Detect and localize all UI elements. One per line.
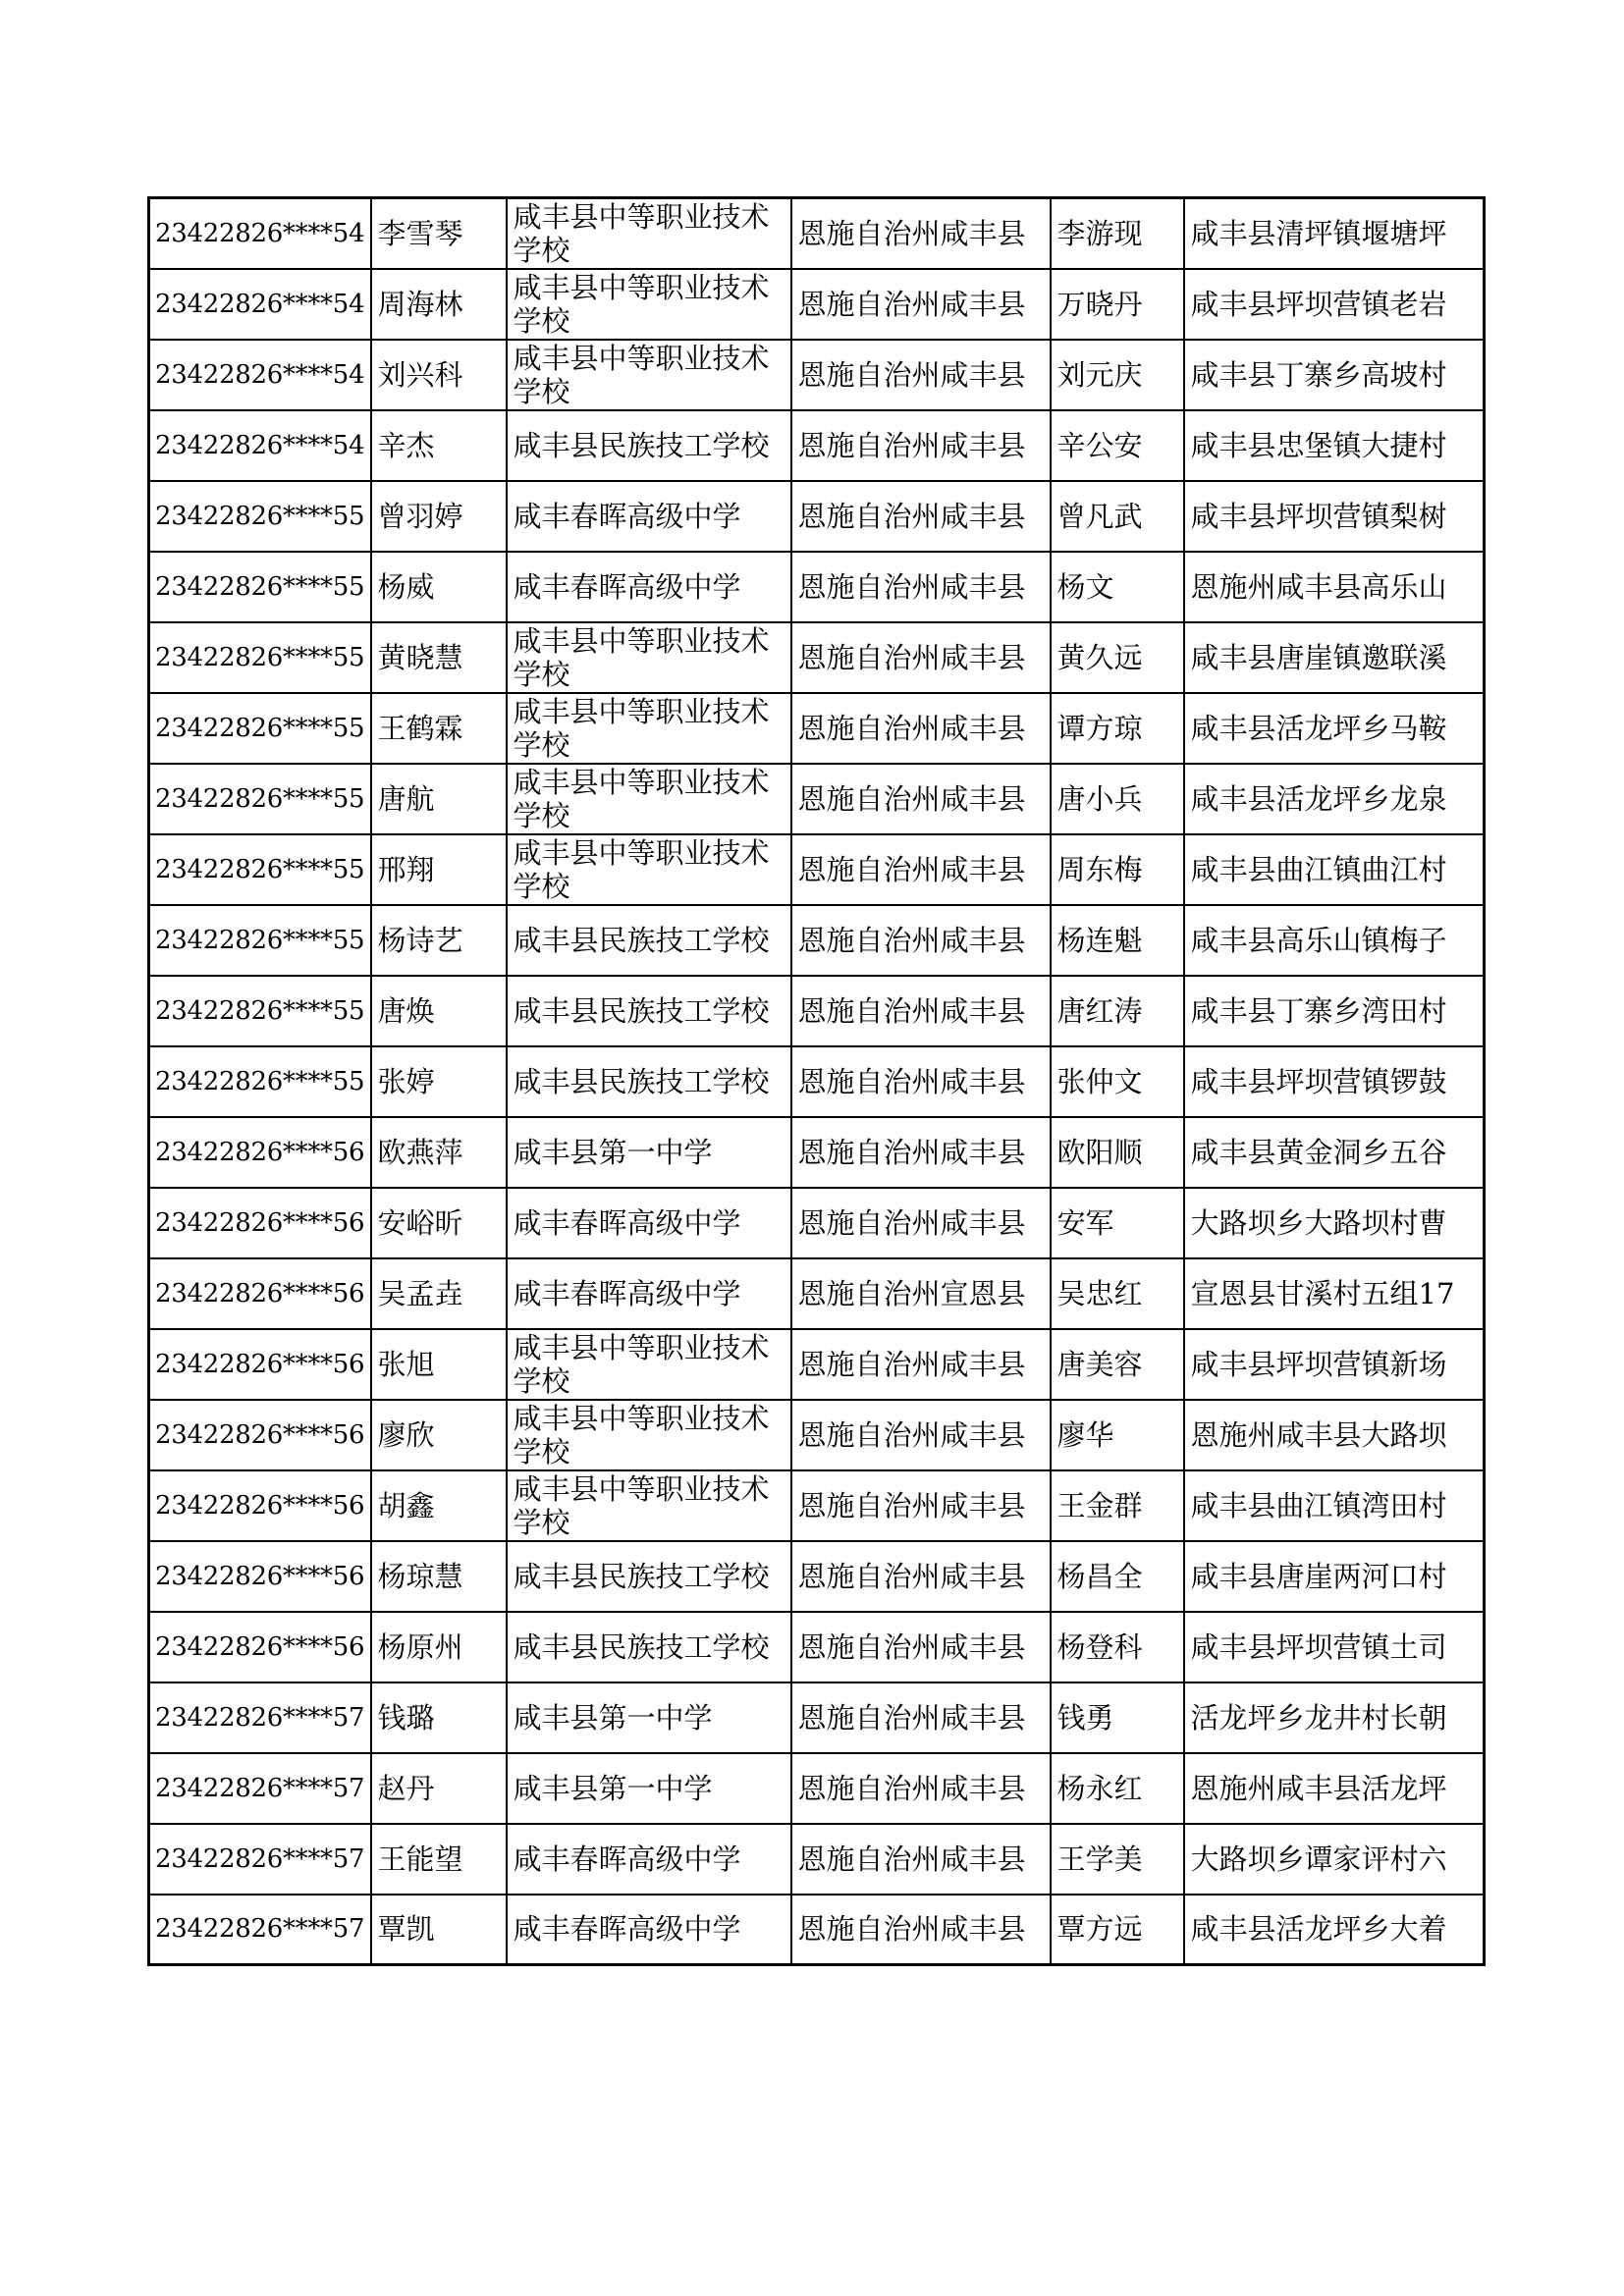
id-cell: 23422826****54 bbox=[149, 269, 371, 340]
id-cell: 23422826****55 bbox=[149, 481, 371, 552]
region-cell: 恩施自治州咸丰县 bbox=[791, 481, 1051, 552]
table-row bbox=[149, 198, 1485, 269]
student-name-cell: 廖欣 bbox=[371, 1400, 507, 1470]
school-cell: 咸丰县民族技工学校 bbox=[507, 976, 791, 1046]
id-cell: 23422826****56 bbox=[149, 1188, 371, 1258]
id-cell: 23422826****55 bbox=[149, 1046, 371, 1117]
id-cell: 23422826****55 bbox=[149, 764, 371, 834]
id-cell: 23422826****56 bbox=[149, 1612, 371, 1682]
table-row bbox=[149, 622, 1485, 693]
school-cell: 咸丰县中等职业技术学校 bbox=[507, 1400, 791, 1470]
school-cell: 咸丰春晖高级中学 bbox=[507, 1895, 791, 1965]
student-name-cell: 张旭 bbox=[371, 1329, 507, 1400]
region-cell: 恩施自治州咸丰县 bbox=[791, 1612, 1051, 1682]
guardian-name-cell: 廖华 bbox=[1051, 1400, 1184, 1470]
guardian-name-cell: 刘元庆 bbox=[1051, 340, 1184, 410]
address-cell: 活龙坪乡龙井村长朝 bbox=[1184, 1682, 1485, 1753]
region-cell: 恩施自治州宣恩县 bbox=[791, 1258, 1051, 1329]
guardian-name-cell: 安军 bbox=[1051, 1188, 1184, 1258]
table-row bbox=[149, 1400, 1485, 1470]
address-cell: 咸丰县坪坝营镇土司 bbox=[1184, 1612, 1485, 1682]
student-name-cell: 辛杰 bbox=[371, 410, 507, 481]
school-cell: 咸丰县中等职业技术学校 bbox=[507, 198, 791, 269]
region-cell: 恩施自治州咸丰县 bbox=[791, 198, 1051, 269]
student-name-cell: 杨原州 bbox=[371, 1612, 507, 1682]
student-name-cell: 杨威 bbox=[371, 552, 507, 622]
table-row bbox=[149, 1753, 1485, 1824]
table-row bbox=[149, 764, 1485, 834]
id-cell: 23422826****57 bbox=[149, 1682, 371, 1753]
school-cell: 咸丰县中等职业技术学校 bbox=[507, 340, 791, 410]
id-cell: 23422826****55 bbox=[149, 834, 371, 905]
region-cell: 恩施自治州咸丰县 bbox=[791, 1117, 1051, 1188]
student-name-cell: 赵丹 bbox=[371, 1753, 507, 1824]
guardian-name-cell: 钱勇 bbox=[1051, 1682, 1184, 1753]
guardian-name-cell: 谭方琼 bbox=[1051, 693, 1184, 764]
address-cell: 咸丰县丁寨乡湾田村 bbox=[1184, 976, 1485, 1046]
table-row bbox=[149, 1258, 1485, 1329]
address-cell: 咸丰县坪坝营镇老岩 bbox=[1184, 269, 1485, 340]
address-cell: 咸丰县坪坝营镇新场 bbox=[1184, 1329, 1485, 1400]
region-cell: 恩施自治州咸丰县 bbox=[791, 622, 1051, 693]
region-cell: 恩施自治州咸丰县 bbox=[791, 410, 1051, 481]
school-cell: 咸丰县中等职业技术学校 bbox=[507, 622, 791, 693]
id-cell: 23422826****56 bbox=[149, 1117, 371, 1188]
address-cell: 宣恩县甘溪村五组17 bbox=[1184, 1258, 1485, 1329]
table-row bbox=[149, 1682, 1485, 1753]
school-cell: 咸丰县中等职业技术学校 bbox=[507, 1329, 791, 1400]
address-cell: 咸丰县清坪镇堰塘坪 bbox=[1184, 198, 1485, 269]
table-row bbox=[149, 1329, 1485, 1400]
school-cell: 咸丰县民族技工学校 bbox=[507, 905, 791, 976]
id-cell: 23422826****56 bbox=[149, 1470, 371, 1541]
address-cell: 咸丰县曲江镇湾田村 bbox=[1184, 1470, 1485, 1541]
address-cell: 咸丰县曲江镇曲江村 bbox=[1184, 834, 1485, 905]
school-cell: 咸丰春晖高级中学 bbox=[507, 1188, 791, 1258]
guardian-name-cell: 张仲文 bbox=[1051, 1046, 1184, 1117]
region-cell: 恩施自治州咸丰县 bbox=[791, 1895, 1051, 1965]
school-cell: 咸丰县中等职业技术学校 bbox=[507, 269, 791, 340]
student-name-cell: 安峪昕 bbox=[371, 1188, 507, 1258]
guardian-name-cell: 杨登科 bbox=[1051, 1612, 1184, 1682]
id-cell: 23422826****57 bbox=[149, 1824, 371, 1895]
school-cell: 咸丰县第一中学 bbox=[507, 1753, 791, 1824]
school-cell: 咸丰春晖高级中学 bbox=[507, 1824, 791, 1895]
student-name-cell: 唐航 bbox=[371, 764, 507, 834]
school-cell: 咸丰县民族技工学校 bbox=[507, 1612, 791, 1682]
guardian-name-cell: 杨连魁 bbox=[1051, 905, 1184, 976]
table-row bbox=[149, 1895, 1485, 1965]
id-cell: 23422826****55 bbox=[149, 552, 371, 622]
guardian-name-cell: 杨昌全 bbox=[1051, 1541, 1184, 1612]
student-name-cell: 王能望 bbox=[371, 1824, 507, 1895]
student-name-cell: 王鹤霖 bbox=[371, 693, 507, 764]
address-cell: 大路坝乡大路坝村曹 bbox=[1184, 1188, 1485, 1258]
region-cell: 恩施自治州咸丰县 bbox=[791, 1753, 1051, 1824]
address-cell: 咸丰县唐崖镇邀联溪 bbox=[1184, 622, 1485, 693]
region-cell: 恩施自治州咸丰县 bbox=[791, 1329, 1051, 1400]
student-name-cell: 杨诗艺 bbox=[371, 905, 507, 976]
region-cell: 恩施自治州咸丰县 bbox=[791, 340, 1051, 410]
table-row bbox=[149, 1470, 1485, 1541]
guardian-name-cell: 王金群 bbox=[1051, 1470, 1184, 1541]
table-row bbox=[149, 552, 1485, 622]
id-cell: 23422826****54 bbox=[149, 198, 371, 269]
guardian-name-cell: 欧阳顺 bbox=[1051, 1117, 1184, 1188]
student-name-cell: 张婷 bbox=[371, 1046, 507, 1117]
region-cell: 恩施自治州咸丰县 bbox=[791, 1188, 1051, 1258]
guardian-name-cell: 唐红涛 bbox=[1051, 976, 1184, 1046]
id-cell: 23422826****54 bbox=[149, 340, 371, 410]
school-cell: 咸丰县民族技工学校 bbox=[507, 1541, 791, 1612]
id-cell: 23422826****57 bbox=[149, 1895, 371, 1965]
guardian-name-cell: 李游现 bbox=[1051, 198, 1184, 269]
id-cell: 23422826****55 bbox=[149, 905, 371, 976]
school-cell: 咸丰县中等职业技术学校 bbox=[507, 1470, 791, 1541]
guardian-name-cell: 黄久远 bbox=[1051, 622, 1184, 693]
school-cell: 咸丰春晖高级中学 bbox=[507, 481, 791, 552]
id-cell: 23422826****54 bbox=[149, 410, 371, 481]
address-cell: 咸丰县高乐山镇梅子 bbox=[1184, 905, 1485, 976]
guardian-name-cell: 杨文 bbox=[1051, 552, 1184, 622]
region-cell: 恩施自治州咸丰县 bbox=[791, 764, 1051, 834]
school-cell: 咸丰县中等职业技术学校 bbox=[507, 764, 791, 834]
guardian-name-cell: 唐美容 bbox=[1051, 1329, 1184, 1400]
student-name-cell: 周海林 bbox=[371, 269, 507, 340]
region-cell: 恩施自治州咸丰县 bbox=[791, 1046, 1051, 1117]
address-cell: 咸丰县坪坝营镇梨树 bbox=[1184, 481, 1485, 552]
school-cell: 咸丰县民族技工学校 bbox=[507, 1046, 791, 1117]
student-name-cell: 黄晓慧 bbox=[371, 622, 507, 693]
table-row bbox=[149, 1824, 1485, 1895]
school-cell: 咸丰县民族技工学校 bbox=[507, 410, 791, 481]
student-name-cell: 钱璐 bbox=[371, 1682, 507, 1753]
id-cell: 23422826****55 bbox=[149, 622, 371, 693]
school-cell: 咸丰县第一中学 bbox=[507, 1117, 791, 1188]
student-name-cell: 吴孟垚 bbox=[371, 1258, 507, 1329]
address-cell: 恩施州咸丰县活龙坪 bbox=[1184, 1753, 1485, 1824]
address-cell: 咸丰县活龙坪乡龙泉 bbox=[1184, 764, 1485, 834]
student-name-cell: 邢翔 bbox=[371, 834, 507, 905]
region-cell: 恩施自治州咸丰县 bbox=[791, 976, 1051, 1046]
school-cell: 咸丰县第一中学 bbox=[507, 1682, 791, 1753]
id-cell: 23422826****56 bbox=[149, 1329, 371, 1400]
region-cell: 恩施自治州咸丰县 bbox=[791, 905, 1051, 976]
student-name-cell: 刘兴科 bbox=[371, 340, 507, 410]
region-cell: 恩施自治州咸丰县 bbox=[791, 1541, 1051, 1612]
table-row bbox=[149, 1541, 1485, 1612]
guardian-name-cell: 万晓丹 bbox=[1051, 269, 1184, 340]
id-cell: 23422826****56 bbox=[149, 1258, 371, 1329]
student-name-cell: 欧燕萍 bbox=[371, 1117, 507, 1188]
region-cell: 恩施自治州咸丰县 bbox=[791, 834, 1051, 905]
region-cell: 恩施自治州咸丰县 bbox=[791, 1400, 1051, 1470]
guardian-name-cell: 唐小兵 bbox=[1051, 764, 1184, 834]
address-cell: 咸丰县唐崖两河口村 bbox=[1184, 1541, 1485, 1612]
region-cell: 恩施自治州咸丰县 bbox=[791, 269, 1051, 340]
student-name-cell: 覃凯 bbox=[371, 1895, 507, 1965]
address-cell: 咸丰县坪坝营镇锣鼓 bbox=[1184, 1046, 1485, 1117]
id-cell: 23422826****57 bbox=[149, 1753, 371, 1824]
region-cell: 恩施自治州咸丰县 bbox=[791, 693, 1051, 764]
student-name-cell: 杨琼慧 bbox=[371, 1541, 507, 1612]
id-cell: 23422826****56 bbox=[149, 1400, 371, 1470]
student-name-cell: 唐焕 bbox=[371, 976, 507, 1046]
table-row bbox=[149, 1117, 1485, 1188]
table-row bbox=[149, 269, 1485, 340]
address-cell: 咸丰县活龙坪乡马鞍 bbox=[1184, 693, 1485, 764]
guardian-name-cell: 曾凡武 bbox=[1051, 481, 1184, 552]
id-cell: 23422826****55 bbox=[149, 693, 371, 764]
guardian-name-cell: 辛公安 bbox=[1051, 410, 1184, 481]
school-cell: 咸丰春晖高级中学 bbox=[507, 1258, 791, 1329]
student-name-cell: 胡鑫 bbox=[371, 1470, 507, 1541]
region-cell: 恩施自治州咸丰县 bbox=[791, 1682, 1051, 1753]
guardian-name-cell: 覃方远 bbox=[1051, 1895, 1184, 1965]
table-row bbox=[149, 693, 1485, 764]
guardian-name-cell: 吴忠红 bbox=[1051, 1258, 1184, 1329]
school-cell: 咸丰县中等职业技术学校 bbox=[507, 693, 791, 764]
table-body bbox=[149, 198, 1485, 1965]
student-name-cell: 曾羽婷 bbox=[371, 481, 507, 552]
address-cell: 大路坝乡谭家评村六 bbox=[1184, 1824, 1485, 1895]
student-table bbox=[147, 196, 1486, 1966]
guardian-name-cell: 杨永红 bbox=[1051, 1753, 1184, 1824]
table-row bbox=[149, 1046, 1485, 1117]
address-cell: 咸丰县黄金洞乡五谷 bbox=[1184, 1117, 1485, 1188]
table-row bbox=[149, 340, 1485, 410]
school-cell: 咸丰县中等职业技术学校 bbox=[507, 834, 791, 905]
address-cell: 咸丰县丁寨乡高坡村 bbox=[1184, 340, 1485, 410]
table-row bbox=[149, 1612, 1485, 1682]
region-cell: 恩施自治州咸丰县 bbox=[791, 1824, 1051, 1895]
table-row bbox=[149, 834, 1485, 905]
guardian-name-cell: 王学美 bbox=[1051, 1824, 1184, 1895]
table-row bbox=[149, 1188, 1485, 1258]
address-cell: 恩施州咸丰县高乐山 bbox=[1184, 552, 1485, 622]
table-row bbox=[149, 410, 1485, 481]
table-row bbox=[149, 905, 1485, 976]
table-row bbox=[149, 481, 1485, 552]
guardian-name-cell: 周东梅 bbox=[1051, 834, 1184, 905]
school-cell: 咸丰春晖高级中学 bbox=[507, 552, 791, 622]
address-cell: 恩施州咸丰县大路坝 bbox=[1184, 1400, 1485, 1470]
student-name-cell: 李雪琴 bbox=[371, 198, 507, 269]
region-cell: 恩施自治州咸丰县 bbox=[791, 552, 1051, 622]
address-cell: 咸丰县活龙坪乡大着 bbox=[1184, 1895, 1485, 1965]
region-cell: 恩施自治州咸丰县 bbox=[791, 1470, 1051, 1541]
address-cell: 咸丰县忠堡镇大捷村 bbox=[1184, 410, 1485, 481]
id-cell: 23422826****56 bbox=[149, 1541, 371, 1612]
id-cell: 23422826****55 bbox=[149, 976, 371, 1046]
table-row bbox=[149, 976, 1485, 1046]
